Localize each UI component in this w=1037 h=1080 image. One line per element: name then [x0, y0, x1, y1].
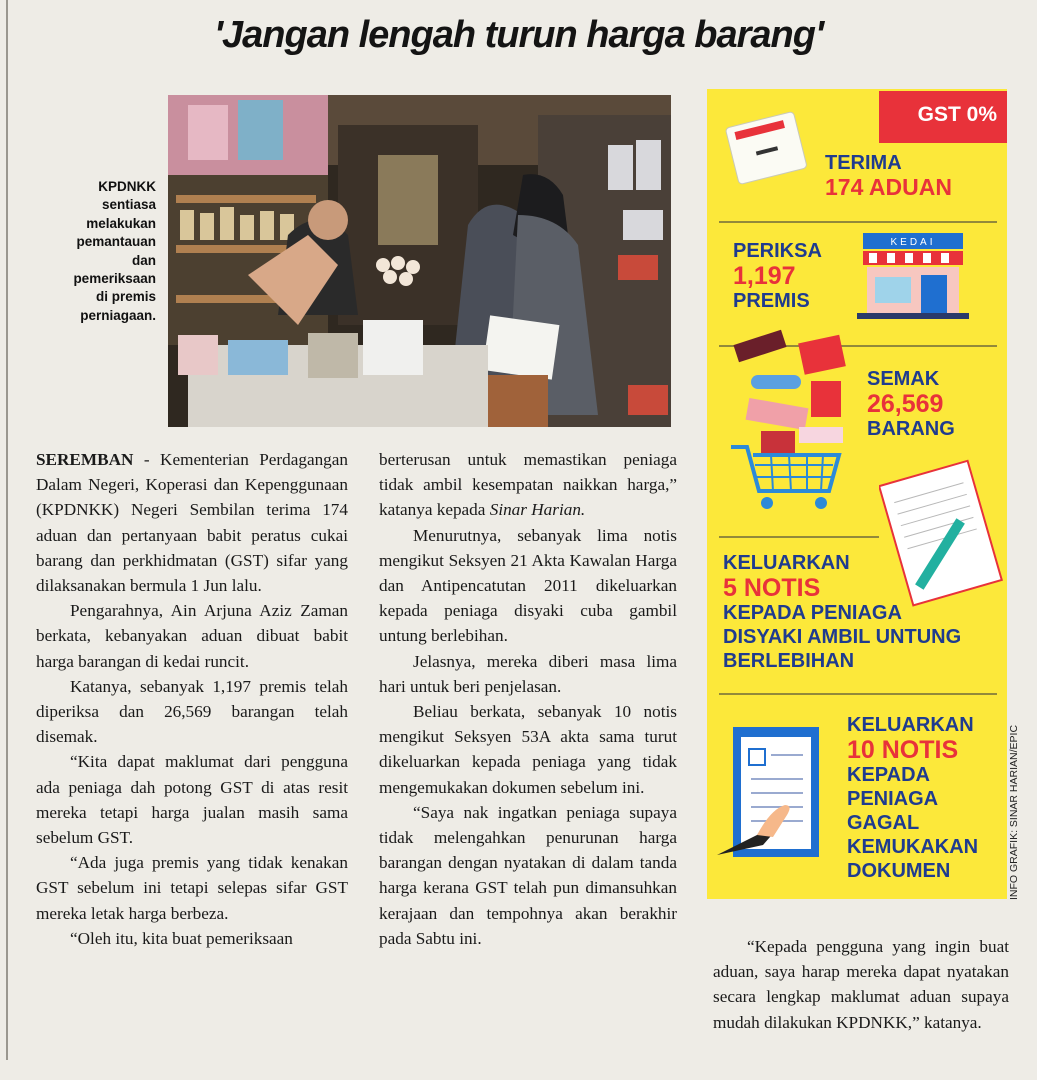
notis5-block	[723, 551, 961, 673]
photo-caption	[30, 178, 156, 325]
terima-label: TERIMA	[825, 152, 902, 174]
page-edge-rule	[6, 0, 8, 1060]
gst-infographic	[707, 89, 1007, 899]
article-paragraph: Pengarahnya, Ain Arjuna Aziz Zaman berkata, kebanyakan aduan dibuat babit harga barangan di kedai runcit.	[36, 601, 348, 671]
periksa-block	[733, 239, 822, 313]
section-divider	[719, 221, 997, 223]
notis10-line: KEPADA	[847, 764, 930, 786]
periksa-unit: PREMIS	[733, 290, 810, 312]
notis10-block	[847, 713, 978, 883]
article-paragraph	[379, 447, 677, 523]
article-column-2	[379, 447, 677, 951]
caption-line: sentiasa	[101, 197, 156, 213]
article-paragraph: Katanya, sebanyak 1,197 premis telah diperiksa dan 26,569 barangan telah disemak.	[36, 676, 348, 747]
caption-line: perniagaan.	[80, 307, 156, 323]
caption-line: melakukan	[86, 215, 156, 231]
article-paragraph: “Saya nak ingatkan peniaga supaya tidak melengahkan penurunan harga barangan dengan nyatakan di dalam tanda harga kerana GST telah pun dimansuhkan kerajaan dan tempohnya akan berakhir pada Sabtu ini.	[379, 802, 677, 948]
notis5-label: KELUARKAN	[723, 552, 850, 574]
semak-block	[867, 367, 955, 441]
section-divider	[719, 693, 997, 695]
article-paragraph: “Oleh itu, kita buat pemeriksaan	[70, 928, 293, 948]
notis5-line: KEPADA PENIAGA	[723, 602, 902, 624]
notis10-value: 10 NOTIS	[847, 736, 959, 764]
semak-unit: BARANG	[867, 418, 955, 440]
notis5-line: DISYAKI AMBIL UNTUNG	[723, 626, 962, 648]
semak-value: 26,569	[867, 390, 944, 418]
article-paragraph: “Kita dapat maklumat dari pengguna ada peniaga dah potong GST di atas resit mereka tetapi harga jualan masih sama sebelum GST.	[36, 752, 348, 848]
semak-label: SEMAK	[867, 368, 940, 390]
section-divider	[719, 536, 879, 538]
notis10-label: KELUARKAN	[847, 714, 974, 736]
article-paragraph: “Ada juga premis yang tidak kenakan GST sebelum ini tetapi selepas sifar GST mereka letak harga berbeza.	[36, 853, 348, 923]
complaint-box-icon	[719, 107, 814, 187]
article-column-3	[713, 934, 1009, 1035]
gst-badge: GST 0%	[879, 91, 1007, 143]
document-hand-icon	[717, 719, 835, 879]
caption-line: KPDNKK	[98, 179, 156, 194]
article-paragraph: Beliau berkata, sebanyak 10 notis mengikut Seksyen 53A akta sama turut dikeluarkan kepada peniaga yang tidak mengemukakan dokumen sebelum ini.	[379, 702, 677, 797]
notis10-line: GAGAL	[847, 812, 920, 834]
lead-text: - Kementerian Perdagangan Dalam Negeri, Koperasi dan Kepenggunaan (KPDNKK) Negeri Sembilan terima 174 aduan dan pertanyaan babit peratus cukai barang dan perkhidmatan (GST) sifar yang dilaksanakan bermula 1 Jun lalu.	[36, 450, 348, 596]
periksa-label: PERIKSA	[733, 240, 822, 262]
periksa-value: 1,197	[733, 262, 796, 290]
article-column-1	[36, 447, 348, 951]
dateline: SEREMBAN	[36, 450, 134, 469]
notis10-line: DOKUMEN	[847, 860, 951, 882]
caption-line: di premis	[95, 289, 156, 305]
lead-paragraph	[36, 447, 348, 598]
notis5-value: 5 NOTIS	[723, 574, 821, 602]
article-paragraph: Menurutnya, sebanyak lima notis mengikut Seksyen 21 Akta Kawalan Harga dan Antipencatutan 2011 dikeluarkan kepada peniaga disyaki cuba gambil untung berlebihan.	[379, 525, 677, 646]
shopping-cart-icon	[721, 319, 866, 534]
caption-line: dan	[131, 252, 156, 268]
caption-line: pemeriksaan	[73, 271, 156, 287]
article-paragraph: “Kepada pengguna yang ingin buat aduan, saya harap mereka dapat nyatakan secara lengkap maklumat aduan supaya mudah dilakukan KPDNKK,” katanya.	[713, 937, 1009, 1032]
infographic-credit: INFO GRAFIK: SINAR HARIAN/EPIC	[1008, 724, 1020, 900]
notis5-line: BERLEBIHAN	[723, 650, 855, 672]
publication-name: Sinar Harian.	[489, 500, 586, 520]
notis10-line: PENIAGA	[847, 788, 939, 810]
kedai-sign-text: KEDAI	[890, 237, 936, 248]
caption-line: pemantauan	[76, 234, 156, 250]
notis10-line: KEMUKAKAN	[847, 836, 979, 858]
article-paragraph: Jelasnya, mereka diberi masa lima hari untuk beri penjelasan.	[379, 651, 677, 696]
photo-illustration	[168, 95, 671, 427]
terima-block	[825, 151, 952, 199]
headline: 'Jangan lengah turun harga barang'	[213, 14, 824, 56]
terima-value: 174 ADUAN	[825, 174, 952, 200]
continued-text: berterusan untuk memastikan peniaga tidak ambil kesempatan naikkan harga,” katanya kepada	[379, 450, 677, 520]
shop-icon	[857, 231, 969, 323]
shop-inspection-photo	[168, 95, 671, 427]
